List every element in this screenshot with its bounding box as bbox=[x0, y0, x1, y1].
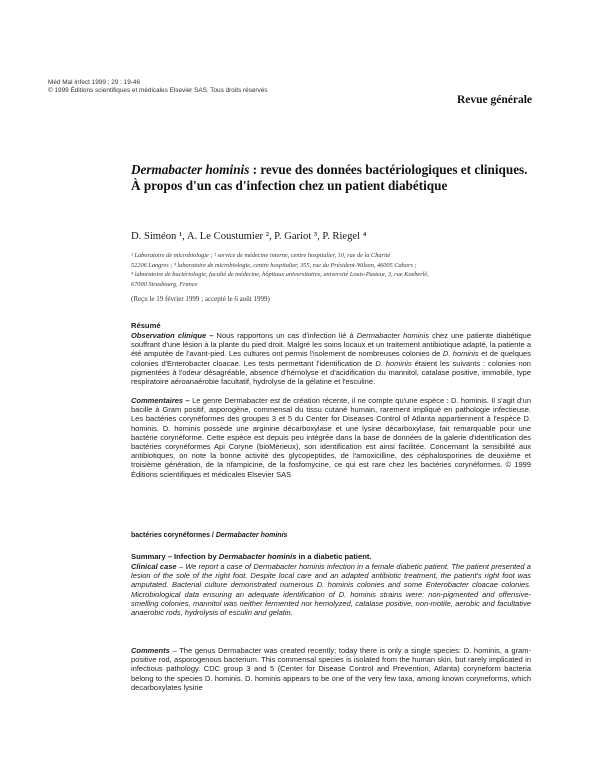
section-rubric: Revue générale bbox=[456, 94, 532, 106]
resume-heading: Résumé bbox=[131, 321, 161, 330]
summary-heading-text: in a diabetic patient. bbox=[296, 552, 372, 561]
summary-comments bbox=[131, 646, 531, 692]
commentaires-label: Commentaires – bbox=[131, 396, 190, 405]
affiliations bbox=[131, 251, 551, 289]
clinical-case-text: – We report a case of Dermabacter hominis infection in a female diabetic patient. The patient presented a lesion of the sole of the right foot. Despite local care and an adapted antibiotic treatment, the patient's right foot was amputated. Bacterial culture demonstrated numerous D. hominis colonies and some Enterobacter cloacae colonies. Microbiological data ensuring an adequate identification of D. hominis strains were: non-pigmented and offensive-smelling colonies, mannitol was neither fermented nor hemolyzed, catalase positive, non-motile, aerobic and facultative anaerobic rods, hydrolysis of esculin and gelatin. bbox=[131, 562, 531, 618]
comments-label: Comments bbox=[131, 646, 170, 655]
author-list: D. Siméon ¹, A. Le Coustumier ², P. Gariot ³, P. Riegel ⁴ bbox=[131, 231, 367, 242]
species-name: D. hominis bbox=[375, 358, 412, 368]
resume-observation bbox=[131, 331, 531, 386]
observation-text: et de quelques colonies d'Enterobacter cloacae. Les tests permettant l'identification de bbox=[131, 349, 531, 368]
species-name: Dermabacter hominis bbox=[218, 552, 297, 561]
copyright-line: © 1999 Éditions scientifiques et médicales Elsevier SAS. Tous droits réservés bbox=[48, 87, 268, 94]
observation-text: chez une patiente diabétique souffrant d'une lésion à la plante du pied droit. Malgré les soins locaux et un traitement antibiotique adapté, la patiente a été amputée de l'avant-pied. Les cultures ont permis l'isolement de nombreuses colonies de bbox=[131, 331, 531, 359]
title-species: Dermabacter hominis bbox=[131, 162, 250, 177]
observation-text: étaient les suivants : colonies non pigmentées à l'odeur désagréable, absence d'hémolyse et d'acidification du mannitol, catalase positive, immobile, type respiratoire aéroanaérobie facultatif, hydrolyse de la gélatine et l'esculine. bbox=[131, 358, 531, 387]
journal-reference: Méd Mal Infect 1999 ; 29 : 19-46 bbox=[48, 79, 141, 86]
commentaires-text: Le genre Dermabacter est de création récente, il ne compte qu'une espèce : D. hominis. Il s'agit d'un bacille à Gram positif, asporogène, commensal du tissu cutané humain, rarement impliqué en pathologie infectieuse. Les bactéries corynéformes des groupes 3 et 5 du Center for Diseases Control of Atlanta appartiennent à l'espèce D. hominis. D. hominis possède une arginine décarboxylase et une lysine décarboxylase, fait remarquable pour une bactérie corynéforme. Cette espèce est depuis peu intégrée dans la base de données de la galerie d'identification des bactéries corynéformes Api Coryne (bioMérieux), son identification est ainsi facilitée. Concernant la sensibilité aux antibiotiques, on note la bonne activité des glycopeptides, de l'amoxicilline, des céphalosporines de deuxième et troisième génération, de la rifampicine, de la fosfomycine, ce qui est rare chez les bactéries corynéformes. © 1999 Éditions scientifiques et médicales Elsevier SAS bbox=[131, 396, 531, 479]
affiliation-line: 52206 Langres ; ³ laboratoire de microbiologie, centre hospitalier, 355, rue du Président-Wilson, 46005 Cahors ; bbox=[131, 261, 417, 269]
resume-commentaires bbox=[131, 396, 531, 479]
observation-label: Observation clinique – bbox=[131, 331, 214, 340]
species-name: Dermabacter hominis bbox=[356, 331, 429, 340]
received-dates: (Reçu le 19 février 1999 ; accepté le 6 août 1999) bbox=[131, 295, 270, 303]
article-title bbox=[131, 162, 531, 194]
affiliation-line: ¹ Laboratoire de microbiologie ; ² service de médecine interne, centre hospitalier, 10, rue de la Charité bbox=[131, 252, 391, 259]
keyword-species: Dermabacter hominis bbox=[215, 532, 288, 539]
species-name: D. hominis bbox=[442, 349, 479, 359]
affiliation-line: ⁴ laboratoire de bactériologie, faculté de médecine, hôpitaux universitaires, université Louis-Pasteur, 3, rue Koeberlé, bbox=[131, 271, 429, 279]
summary-heading bbox=[131, 552, 372, 561]
journal-meta bbox=[48, 79, 268, 95]
clinical-case-label: Clinical case bbox=[131, 562, 177, 571]
comments-text: – The genus Dermabacter was created recently; today there is only a single species: D. hominis, a gram-positive rod, asporogenous bacterium. This commensal species is isolated from the human skin, but rarely implicated in infectious pathology. CDC group 3 and 5 (Center for Disease Control and Prevention, Atlanta) coryneform bacteria belong to the species D. hominis. D. hominis appears to be one of the very few taxa, among known coryneforms, which decarboxylates lysine bbox=[131, 646, 531, 692]
summary-heading-text: Summary – Infection by bbox=[131, 552, 219, 561]
affiliation-line: 67000 Strasbourg, France bbox=[131, 280, 198, 288]
observation-text: Nous rapportons un cas d'infection lié à bbox=[213, 331, 357, 340]
summary-clinical-case bbox=[131, 562, 531, 617]
title-rest: : revue des données bactériologiques et cliniques. À propos d'un cas d'infection chez un patient diabétique bbox=[131, 162, 528, 193]
keywords bbox=[131, 532, 287, 539]
keyword-plain: bactéries corynéformes / bbox=[131, 532, 216, 539]
